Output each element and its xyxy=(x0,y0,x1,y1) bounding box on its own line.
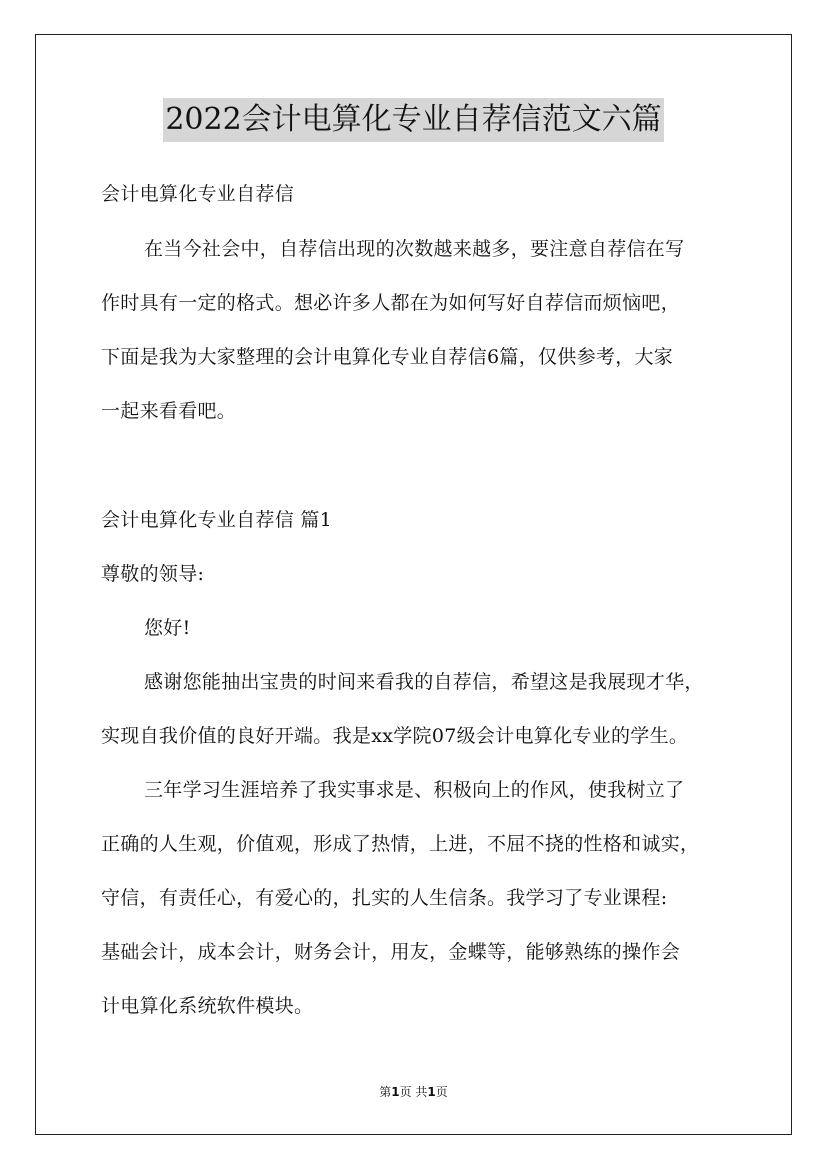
paragraph2-line-2: 正确的人生观，价值观，形成了热情，上进，不屈不挠的性格和诚实， xyxy=(101,833,700,855)
paragraph1-line-2: 实现自我价值的良好开端。我是xx学院07级会计电算化专业的学生。 xyxy=(101,725,689,747)
intro-line-3: 下面是我为大家整理的会计电算化专业自荐信6篇，仅供参考，大家 xyxy=(101,346,674,368)
page-footer xyxy=(0,1084,827,1100)
intro-line-2: 作时具有一定的格式。想必许多人都在为如何写好自荐信而烦恼吧， xyxy=(101,292,681,314)
intro-line-4: 一起来看看吧。 xyxy=(101,400,237,422)
paragraph1-line-1: 感谢您能抽出宝贵的时间来看我的自荐信，希望这是我展现才华， xyxy=(144,671,704,693)
paragraph2-line-3: 守信，有责任心，有爱心的，扎实的人生信条。我学习了专业课程: xyxy=(101,887,668,909)
footer-total-pages: 1 xyxy=(427,1085,436,1099)
footer-page-number: 1 xyxy=(391,1085,400,1099)
greeting: 您好! xyxy=(144,617,191,639)
paragraph2-line-4: 基础会计，成本会计，财务会计，用友，金蝶等，能够熟练的操作会 xyxy=(101,941,681,963)
section-heading: 会计电算化专业自荐信 xyxy=(101,183,295,205)
salutation: 尊敬的领导: xyxy=(101,563,205,585)
footer-mid: 页 共 xyxy=(399,1085,428,1099)
article-heading: 会计电算化专业自荐信 篇1 xyxy=(101,509,333,531)
title-container xyxy=(0,98,827,142)
intro-line-1: 在当今社会中，自荐信出现的次数越来越多，要注意自荐信在写 xyxy=(144,238,685,260)
footer-prefix: 第 xyxy=(379,1085,392,1099)
footer-suffix: 页 xyxy=(435,1085,448,1099)
paragraph2-line-5: 计电算化系统软件模块。 xyxy=(101,995,314,1017)
document-title: 2022会计电算化专业自荐信范文六篇 xyxy=(163,98,663,142)
paragraph2-line-1: 三年学习生涯培养了我实事求是、积极向上的作风，使我树立了 xyxy=(144,779,685,801)
